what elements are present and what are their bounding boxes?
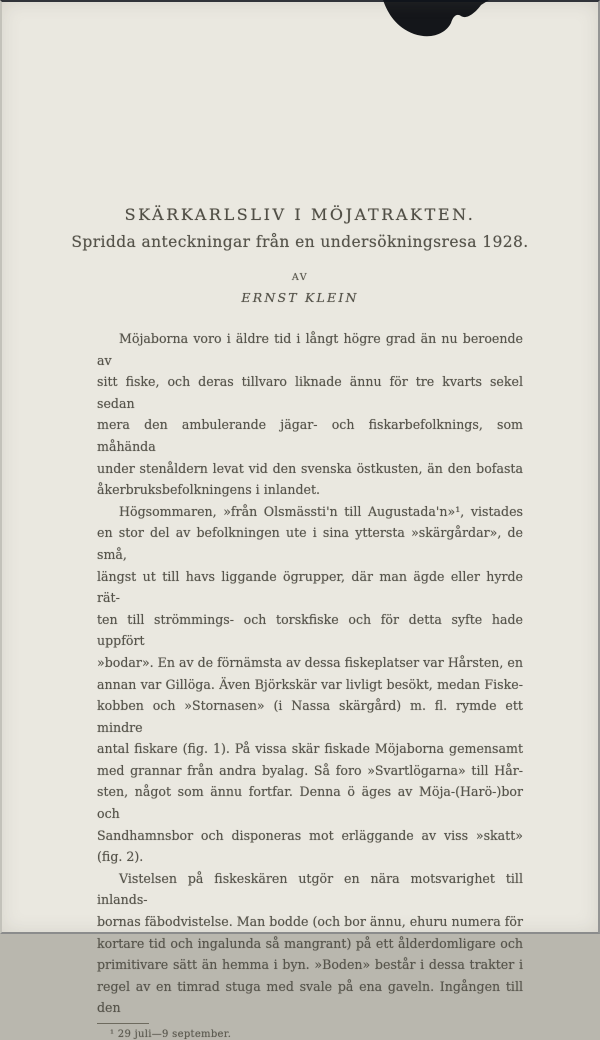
text-line: med grannar från andra byalag. Så foro »Svartlögarna» till Hår- — [97, 762, 523, 778]
text-line: Högsommaren, »från Olsmässti'n till Augustada'n»¹, vistades — [119, 503, 523, 519]
text-line: sitt fiske, och deras tillvaro liknade ännu för tre kvarts sekel sedan — [97, 374, 523, 411]
text-line: ten till strömmings- och torskfiske och för detta syfte hade uppfört — [97, 611, 523, 649]
text-line: antal fiskare (fig. 1). På vissa skär fiskade Möjaborna gemensamt — [97, 741, 523, 757]
byline-label: AV — [291, 272, 309, 283]
text-line: åkerbruksbefolkningens i inlandet. — [97, 482, 321, 498]
author-name: ERNST KLEIN — [241, 290, 359, 305]
text-line: längst ut till havs liggande ögrupper, där man ägde eller hyrde rät- — [97, 568, 523, 606]
article-body — [97, 328, 523, 1019]
paragraph — [97, 868, 523, 1019]
text-line: under stenåldern levat vid den svenska östkusten, än den bofasta — [97, 460, 523, 476]
text-line: regel av en timrad stuga med svale på ena gaveln. Ingången till den — [97, 978, 523, 1016]
text-line: primitivare sätt än hemma i byn. »Boden» består i dessa trakter i — [97, 957, 523, 973]
text-line: bornas fäbodvistelse. Man bodde (och bor ännu, ehuru numera för — [97, 914, 523, 930]
text-line: kobben och »Stornasen» (i Nassa skärgård) m. fl. rymde ett mindre — [97, 698, 523, 735]
text-line: Vistelsen på fiskeskären utgör en nära motsvarighet till inlands- — [97, 870, 523, 908]
footnote: ¹ 29 juli—9 september. — [110, 1029, 232, 1040]
text-line: mera den ambulerande jägar- och fiskarbefolknings, som måhända — [97, 417, 523, 454]
footnote-divider — [97, 1023, 149, 1024]
text-line: (fig. 2). — [97, 849, 144, 865]
text-line: kortare tid och ingalunda så mangrant) på ett ålderdomligare och — [97, 935, 523, 951]
text-line: Möjaborna voro i äldre tid i långt högre grad än nu beroende av — [97, 331, 523, 368]
torn-corner-shape — [383, 0, 489, 36]
article-subtitle: Spridda anteckningar från en undersökningsresa 1928. — [71, 233, 529, 251]
paragraph — [97, 501, 523, 868]
torn-corner-shadow — [0, 0, 600, 48]
text-line: annan var Gillöga. Även Björkskär var livligt besökt, medan Fiske- — [97, 676, 523, 692]
paragraph — [97, 328, 523, 501]
text-line: Sandhamnsbor och disponeras mot erläggande av viss »skatt» — [97, 827, 523, 843]
article-title: SKÄRKARLSLIV I MÖJATRAKTEN. — [124, 205, 476, 224]
text-line: en stor del av befolkningen ute i sina yttersta »skärgårdar», de små, — [97, 525, 523, 562]
text-line: sten, något som ännu fortfar. Denna ö äges av Möja-(Harö-)bor och — [97, 784, 523, 822]
text-line: »bodar». En av de förnämsta av dessa fiskeplatser var Hårsten, en — [97, 654, 523, 670]
